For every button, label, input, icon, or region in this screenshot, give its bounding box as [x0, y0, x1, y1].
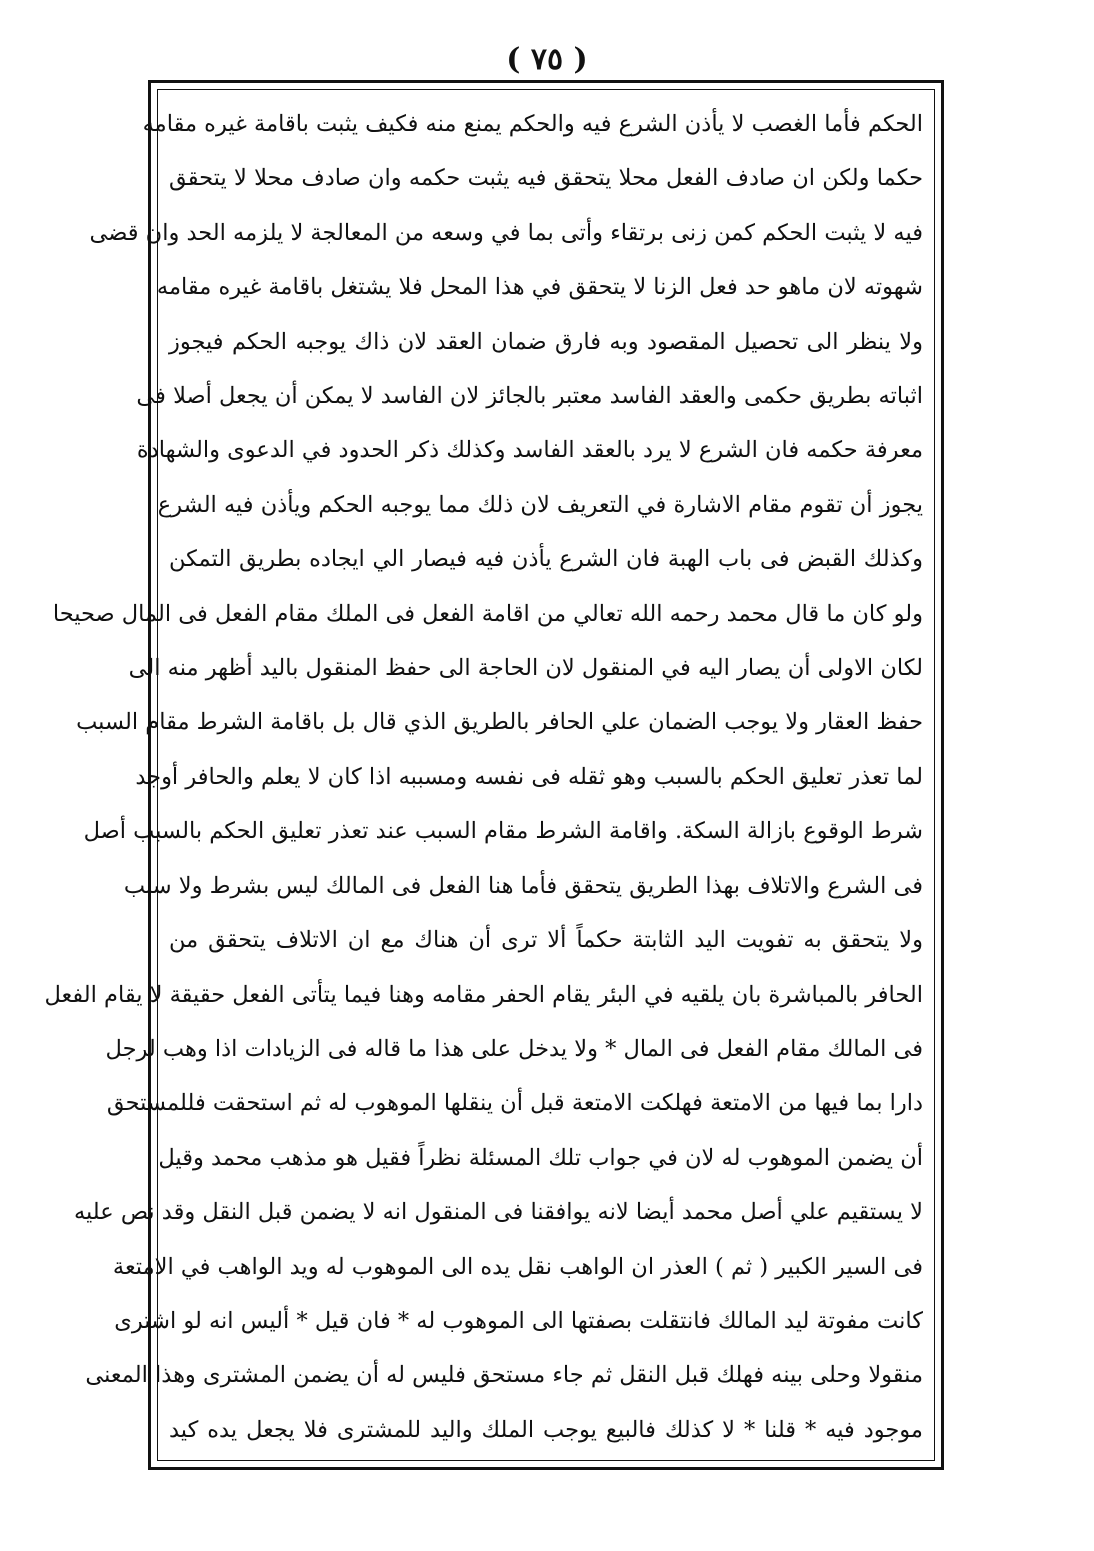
text-line: ولا ينظر الى تحصيل المقصود وبه فارق ضمان العقد لان ذاك يوجبه الحكم فيجوز	[169, 328, 923, 355]
text-line: فيه لا يثبت الحكم كمن زنى برتقاء وأتى بما في وسعه من المعالجة لا يلزمه الحد وان قضى	[89, 219, 923, 246]
text-line: الحكم فأما الغصب لا يأذن الشرع فيه والحكم يمنع منه فكيف يثبت باقامة غيره مقامه	[142, 111, 923, 137]
text-line: يجوز أن تقوم مقام الاشارة في التعريف لان ذلك مما يوجبه الحكم ويأذن فيه الشرع	[157, 491, 923, 518]
text-line: لا يستقيم علي أصل محمد أيضا لانه يوافقنا فى المنقول انه لا يضمن قبل النقل وقد نص عليه	[73, 1199, 923, 1226]
text-line: اثباته بطريق حكمى والعقد الفاسد معتبر بالجائز لان الفاسد لا يمكن أن يجعل أصلا فى	[136, 383, 923, 410]
page-frame	[44, 80, 944, 1470]
text-line: وكذلك القبض فى باب الهبة فان الشرع يأذن فيه فيصار الي ايجاده بطريق التمكن	[169, 546, 923, 573]
text-line: حفظ العقار ولا يوجب الضمان علي الحافر بالطريق الذي قال بل باقامة الشرط مقام السبب	[76, 709, 923, 736]
text-line: حكما ولكن ان صادف الفعل محلا يتحقق فيه يثبت حكمه وان صادف محلا لا يتحقق	[169, 165, 923, 192]
text-line: موجود فيه * قلنا * لا كذلك فالبيع يوجب الملك واليد للمشترى فلا يجعل يده كيد	[169, 1416, 923, 1443]
text-line: شهوته لان ماهو حد فعل الزنا لا يتحقق في هذا المحل فلا يشتغل باقامة غيره مقامه	[156, 274, 923, 301]
text-line: لكان الاولى أن يصار اليه في المنقول لان الحاجة الى حفظ المنقول باليد أظهر منه الى	[128, 655, 923, 682]
text-body	[44, 103, 923, 1451]
text-line: أن يضمن الموهوب له لان في جواب تلك المسئلة نظراً فقيل هو مذهب محمد وقيل	[158, 1144, 923, 1171]
text-line: كانت مفوتة ليد المالك فانتقلت بصفتها الى الموهوب له * فان قيل * أليس انه لو اشترى	[114, 1307, 923, 1334]
text-line: لما تعذر تعليق الحكم بالسبب وهو ثقله فى نفسه ومسببه اذا كان لا يعلم والحافر أوجد	[135, 763, 923, 790]
text-line: فى السير الكبير ( ثم ) العذر ان الواهب نقل يده الى الموهوب له ويد الواهب في الامتعة	[112, 1253, 923, 1280]
text-line: معرفة حكمه فان الشرع لا يرد بالعقد الفاسد وكذلك ذكر الحدود في الدعوى والشهادة	[136, 437, 923, 464]
text-line: شرط الوقوع بازالة السكة. واقامة الشرط مقام السبب عند تعذر تعليق الحكم بالسبب أصل	[83, 818, 923, 845]
text-line: ولا يتحقق به تفويت اليد الثابتة حكماً ألا ترى أن هناك مع ان الاتلاف يتحقق من	[169, 927, 923, 954]
text-line: فى المالك مقام الفعل فى المال * ولا يدخل على هذا ما قاله فى الزيادات اذا وهب لرجل	[105, 1035, 923, 1062]
page-number: ( ٧٥ )	[506, 42, 588, 77]
text-line: الحافر بالمباشرة بان يلقيه في البئر يقام الحفر مقامه وهنا فيما يتأتى الفعل حقيقة لا يقام الفعل	[44, 981, 923, 1008]
text-line: ولو كان ما قال محمد رحمه الله تعالي من اقامة الفعل فى الملك مقام الفعل فى المال صحيحا	[52, 600, 923, 627]
text-line: دارا بما فيها من الامتعة فهلكت الامتعة قبل أن ينقلها الموهوب له ثم استحقت فللمستحق	[106, 1090, 923, 1117]
text-line: فى الشرع والاتلاف بهذا الطريق يتحقق فأما هنا الفعل فى المالك ليس بشرط ولا سبب	[123, 872, 923, 899]
text-line: منقولا وحلى بينه فهلك قبل النقل ثم جاء مستحق فليس له أن يضمن المشترى وهذا المعنى	[85, 1362, 923, 1389]
